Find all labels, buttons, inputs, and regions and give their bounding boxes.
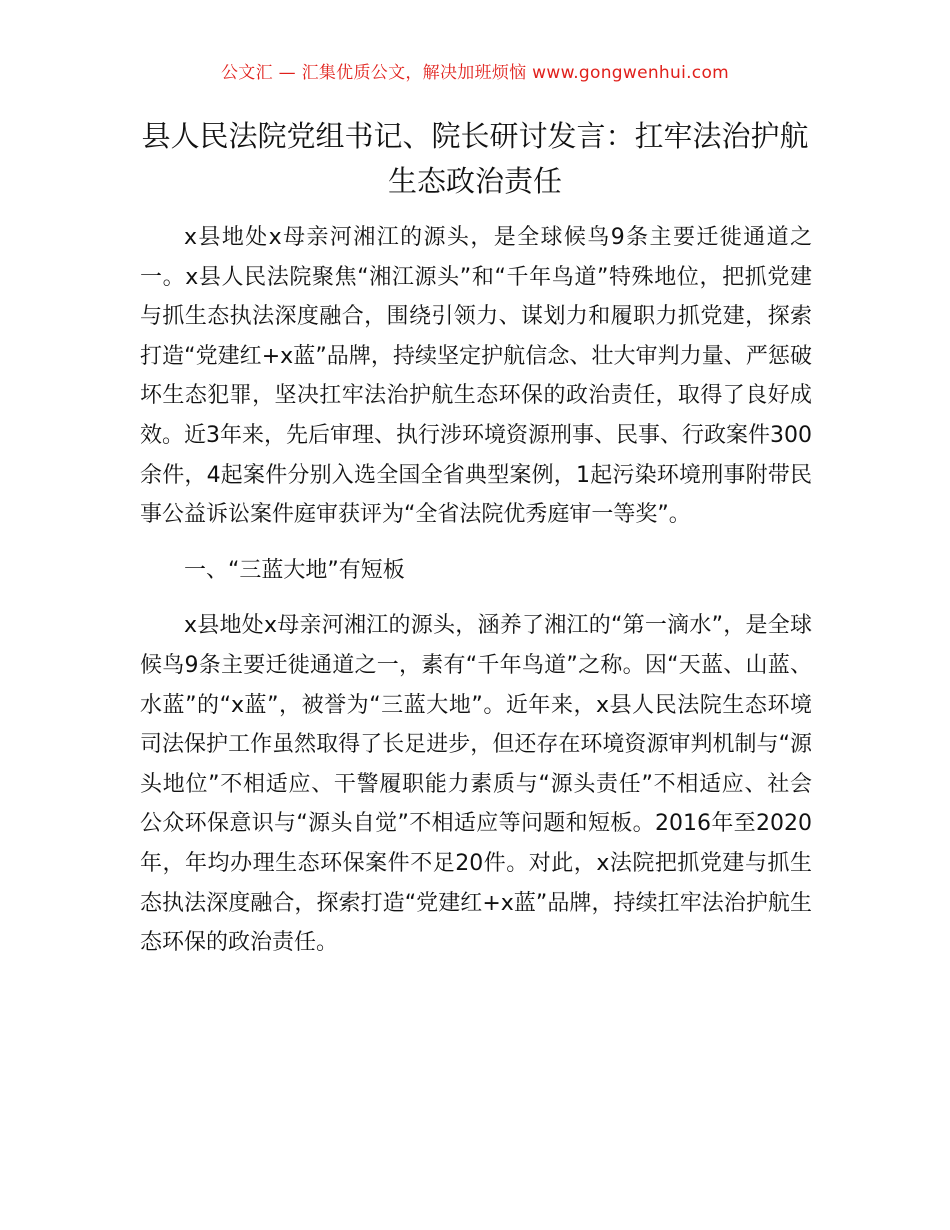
section-paragraph: x县地处x母亲河湘江的源头，涵养了湘江的“第一滴水”，是全球候鸟9条主要迁徙通道之一，素有“千年鸟道”之称。因“天蓝、山蓝、水蓝”的“x蓝”，被誉为“三蓝大地”。近年来，x县人民法院生态环境司法保护工作虽然取得了长足进步，但还存在环境资源审判机制与“源头地位”不相适应、干警履职能力素质与“源头责任”不相适应、社会公众环保意识与“源头自觉”不相适应等问题和短板。2016年至2020年，年均办理生态环保案件不足20件。对此，x法院把抓党建与抓生态执法深度融合，探索打造“党建红+x蓝”品牌，持续扛牢法治护航生态环保的政治责任。 — [140, 613, 812, 956]
section-heading: 一、“三蓝大地”有短板 — [184, 557, 405, 583]
intro-paragraph: x县地处x母亲河湘江的源头，是全球候鸟9条主要迁徙通道之一。x县人民法院聚焦“湘江源头”和“千年鸟道”特殊地位，把抓党建与抓生态执法深度融合，围绕引领力、谋划力和履职力抓党建，探索打造“党建红+x蓝”品牌，持续坚定护航信念、壮大审判力量、严惩破坏生态犯罪，坚决扛牢法治护航生态环保的政治责任，取得了良好成效。近3年来，先后审理、执行涉环境资源刑事、民事、行政案件300余件，4起案件分别入选全国全省典型案例，1起污染环境刑事附带民事公益诉讼案件庭审获评为“全省法院优秀庭审一等奖”。 — [140, 225, 812, 528]
document-title: 县人民法院党组书记、院长研讨发言：扛牢法治护航生态政治责任 — [141, 119, 809, 198]
document-body — [140, 218, 812, 979]
header-website-link[interactable]: 公文汇 — 汇集优质公文，解决加班烦恼 www.gongwenhui.com — [220, 63, 730, 83]
